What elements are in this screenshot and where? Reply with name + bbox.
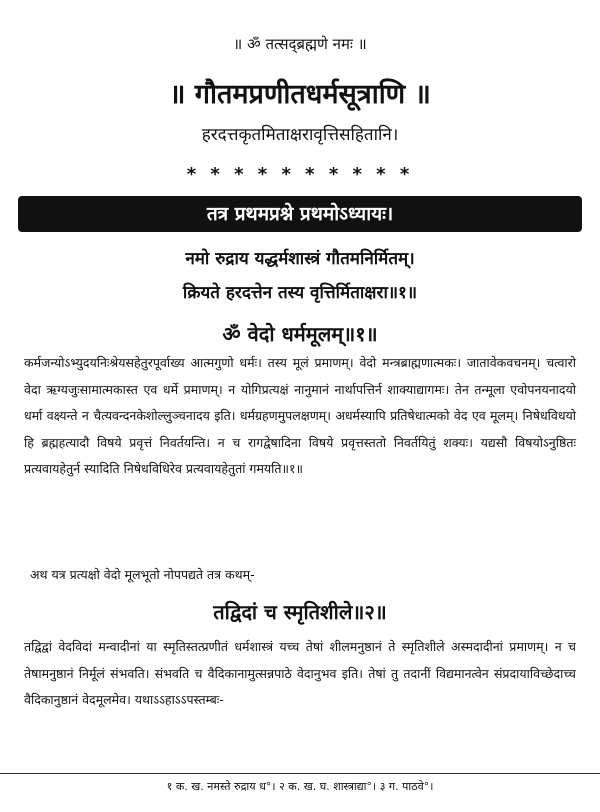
page-title: ॥ गौतमप्रणीतधर्मसूत्राणि ॥ [169,79,431,110]
chapter-heading-bar [18,196,582,232]
commentary-paragraph-2: तद्विद्वां वेदविदां मन्वादीनां या स्मृतिस्तत्प्रणीतं धर्मशास्त्रं यच्च तेषां शीलमनुष्ठानं ते स्मृतिशीले अस्मदादीनां प्रमाणम्। न च तेषामनुष्ठानं निर्मूलं संभवति। संभवति च वैदिकानामुत्सन्नपाठे वेदानुभव इति। तेषां तु तदानीं विद्यमानत्वेन संप्रदायाविच्छेदाच्च वैदिकानुष्ठानं वेदमूलमेव। यथाऽऽहाऽऽपस्तम्बः- [24,639,576,707]
commentary-paragraph-1: कर्मजन्योऽभ्युदयनिःश्रेयसहेतुरपूर्वाख्य आत्मगुणो धर्मः। तस्य मूलं प्रमाणम्। वेदो मन्त्रब्राह्मणात्मकः। जातावेकवचनम्। चत्वारो वेदा ऋग्यजुःसामात्मकास्त एव धर्मे प्रमाणम्। न योगिप्रत्यक्षं नानुमानं नार्थापत्तिर्न शाक्याद्यागमः। तेन तन्मूला एवोपनयनादयो धर्मा वक्ष्यन्ते न चैत्यवन्दनकेशोल्लुञ्चनादय इति। धर्मग्रहणमुपलक्षणम्। अधर्मस्यापि प्रतिषेधात्मको वेद एव मूलम्। निषेधविधयो हि ब्रह्महत्यादौ विषये प्रवृत्तं निवर्तयन्ति। न च रागद्वेषादिना विषये प्रवृत्तस्ततो निवर्तयितुं शक्यः। यद्यसौ विषयोऽनुष्ठितः प्रत्यवायहेतुर्न स्यादिति निषेधविधिरेव प्रत्यवायहेतुतां गमयति॥१॥ [24,355,576,476]
invocation-line: ॥ ॐ तत्सद्ब्रह्मणे नमः ॥ [233,35,367,53]
sutra-heading-2: तद्विदां च स्मृतिशीले॥२॥ [213,600,387,624]
footnote: १ क. ख. नमस्ते रुद्राय ध°। २ क. ख. घ. शास्त्राद्या°। ३ ग. पाठवे°। [166,780,434,793]
verse-line-2: क्रियते हरदत्तेन तस्य वृत्तिर्मिताक्षरा॥१॥ [182,283,418,303]
lead-in-line: अथ यत्र प्रत्यक्षो वेदो मूलभूतो नोपपद्यते तत्र कथम्- [30,567,255,582]
verse-line-1: नमो रुद्राय यद्धर्मशास्त्रं गौतमनिर्मितम्। [185,249,415,269]
page-subtitle: हरदत्तकृतमिताक्षरावृत्तिसहितानि। [201,125,399,145]
sutra-heading-1: ॐ वेदो धर्ममूलम्॥१॥ [222,322,378,346]
footnote-divider [0,773,600,774]
chapter-heading: तत्र प्रथमप्रश्ने प्रथमोऽध्यायः। [206,203,394,225]
star-separator: * * * * * * * * * * [186,164,414,185]
